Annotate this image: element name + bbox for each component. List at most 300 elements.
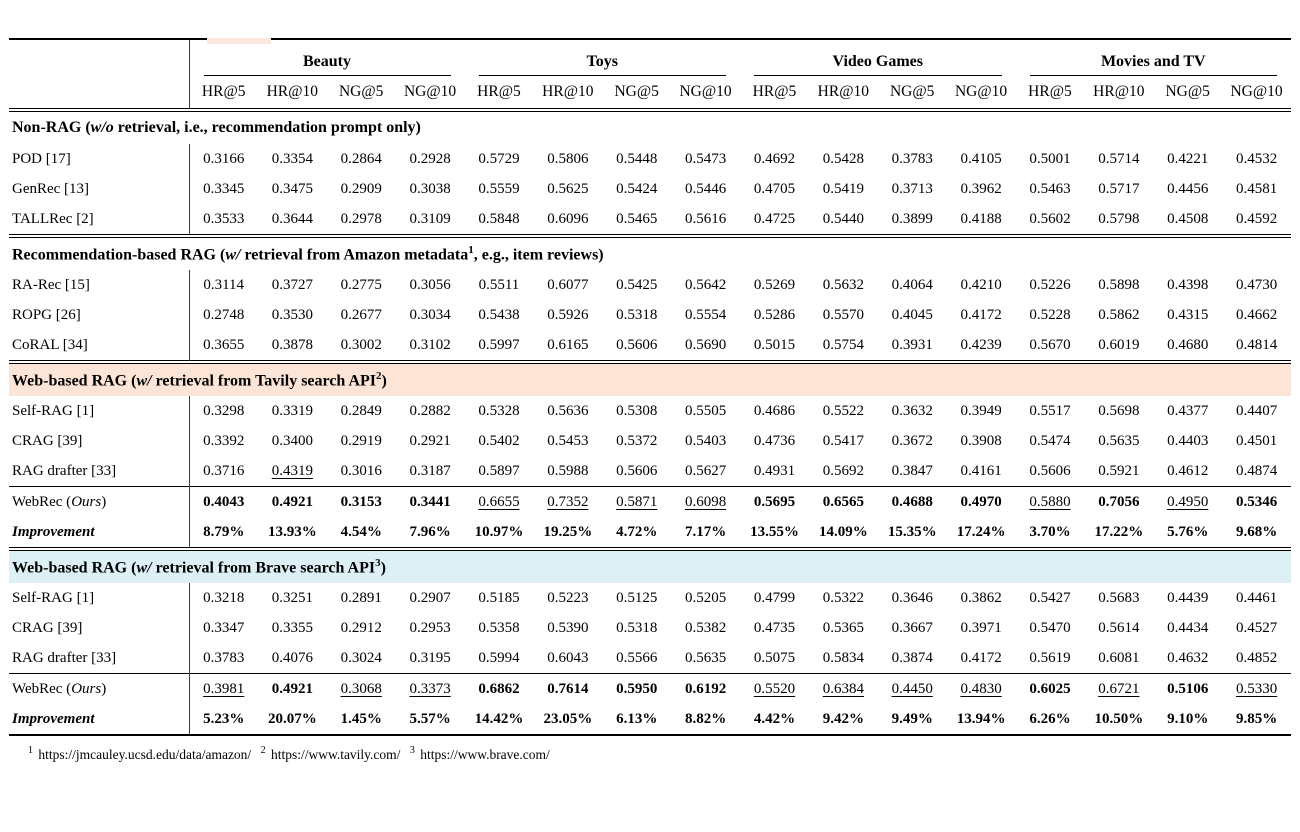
metric-value: 19.25% <box>543 523 593 540</box>
metric-value: 0.3114 <box>189 270 258 300</box>
metric-value: 17.22% <box>1094 523 1144 540</box>
metric-value: 9.68% <box>1235 523 1278 540</box>
metric-value: 0.5438 <box>478 306 520 323</box>
metric-value: 0.5627 <box>684 462 727 479</box>
metric-value: 0.5365 <box>822 619 864 636</box>
metric-value: 0.5754 <box>822 336 864 353</box>
metric-value: 0.2882 <box>409 402 451 419</box>
metric-value: 0.4692 <box>753 150 796 167</box>
metric-value: 7.96% <box>409 523 451 540</box>
column-group-header: Movies and TV <box>1016 39 1292 76</box>
metric-value: 0.4736 <box>753 432 796 449</box>
metric-value: 0.5798 <box>1098 210 1140 227</box>
metric-value: 0.3373 <box>396 674 465 705</box>
metric-header: HR@5 <box>752 83 797 100</box>
metric-value: 0.5346 <box>1222 487 1291 518</box>
metric-value: 0.3530 <box>271 306 313 323</box>
metric-value: 0.3355 <box>271 619 313 636</box>
metric-value: 0.5566 <box>616 649 658 666</box>
metric-value: 0.2748 <box>189 300 258 330</box>
table-row <box>9 204 1291 235</box>
metric-header: NG@10 <box>403 83 457 100</box>
metric-header: HR@5 <box>1028 83 1072 100</box>
metric-value: 0.4874 <box>1235 462 1278 479</box>
metric-value: 10.50% <box>1094 710 1144 727</box>
metric-value: 0.2891 <box>340 589 382 606</box>
metric-value: 0.6165 <box>547 336 589 353</box>
metric-value: 0.5308 <box>616 402 658 419</box>
metric-value: 0.4210 <box>960 276 1002 293</box>
metric-value: 0.5440 <box>822 210 864 227</box>
metric-value: 0.3109 <box>409 210 451 227</box>
metric-value: 6.13% <box>616 710 658 727</box>
metric-value: 0.2907 <box>409 589 451 606</box>
metric-value: 0.5926 <box>547 306 589 323</box>
metric-value: 0.4830 <box>947 674 1016 705</box>
metric-value: 0.5328 <box>478 402 520 419</box>
table-row <box>9 330 1291 361</box>
metric-header: HR@5 <box>189 76 258 109</box>
method-label: GenRec [13] <box>12 180 90 197</box>
metric-value: 0.3153 <box>327 487 396 518</box>
metric-value: 0.3345 <box>189 174 258 204</box>
method-label: RAG drafter [33] <box>12 462 117 479</box>
metric-value: 0.5692 <box>822 462 864 479</box>
metric-header: HR@10 <box>817 83 869 100</box>
metric-value: 0.3400 <box>271 432 313 449</box>
metric-value: 0.5898 <box>1098 276 1140 293</box>
metric-value: 0.3646 <box>891 589 933 606</box>
metric-value: 20.07% <box>267 710 317 727</box>
footnote: $^3$ https://www.brave.com/ <box>409 745 550 762</box>
metric-header: HR@5 <box>477 83 521 100</box>
metric-value: 0.3319 <box>271 402 313 419</box>
metric-value: 0.3962 <box>960 180 1002 197</box>
metric-value: 0.5185 <box>478 589 520 606</box>
metric-value: 5.76% <box>1167 523 1209 540</box>
metric-value: 0.5997 <box>478 336 520 353</box>
method-label: Self-RAG [1] <box>12 402 95 419</box>
metric-value: 0.4632 <box>1167 649 1209 666</box>
metric-value: 0.3441 <box>396 487 465 518</box>
metric-value: 0.4612 <box>1167 462 1209 479</box>
metric-value: 0.4239 <box>960 336 1002 353</box>
metric-value: 0.4450 <box>878 674 947 705</box>
metric-value: 0.2864 <box>340 150 382 167</box>
metric-value: 0.5602 <box>1029 210 1071 227</box>
metric-value: 0.6384 <box>809 674 878 705</box>
metric-value: 0.2909 <box>340 180 382 197</box>
metric-value: 0.3195 <box>409 649 451 666</box>
metric-header: NG@5 <box>614 83 659 100</box>
metric-value: 0.4735 <box>753 619 796 636</box>
metric-value: 0.5570 <box>822 306 864 323</box>
metric-value: 0.6565 <box>809 487 878 518</box>
metric-value: 13.55% <box>750 523 799 540</box>
metric-value: 0.5554 <box>684 306 727 323</box>
metric-header: HR@10 <box>542 83 594 100</box>
metric-value: 0.4403 <box>1167 432 1209 449</box>
table-row <box>9 300 1291 330</box>
method-label: POD [17] <box>12 150 71 167</box>
metric-value: 0.4581 <box>1235 180 1278 197</box>
metric-value: 0.3016 <box>340 462 382 479</box>
metric-value: 0.5505 <box>684 402 727 419</box>
metric-header-row <box>9 76 1291 109</box>
metric-value: 17.24% <box>956 523 1006 540</box>
metric-value: 0.5950 <box>602 674 671 705</box>
metric-header: NG@10 <box>1230 83 1283 100</box>
metric-value: 0.5606 <box>616 336 658 353</box>
metric-value: 0.5848 <box>478 210 520 227</box>
metric-value: 0.3716 <box>189 456 258 487</box>
metric-value: 9.42% <box>822 710 864 727</box>
cropped-highlight-fragment <box>207 38 271 44</box>
metric-value: 0.4662 <box>1235 306 1278 323</box>
metric-value: 0.5862 <box>1098 306 1140 323</box>
metric-value: 8.79% <box>189 517 258 548</box>
section-title: Non-RAG (w/o retrieval, i.e., recommendation prompt only) <box>12 119 421 136</box>
metric-value: 0.2928 <box>409 150 451 167</box>
metric-value: 0.5425 <box>616 276 658 293</box>
metric-value: 0.5897 <box>478 462 520 479</box>
metric-value: 0.4377 <box>1167 402 1209 419</box>
metric-value: 0.3949 <box>960 402 1002 419</box>
metric-value: 0.4501 <box>1235 432 1278 449</box>
metric-value: 0.5695 <box>740 487 809 518</box>
metric-value: 0.5632 <box>822 276 864 293</box>
metric-value: 9.49% <box>891 710 933 727</box>
metric-value: 23.05% <box>543 710 593 727</box>
metric-value: 8.82% <box>684 710 727 727</box>
table-row <box>9 613 1291 643</box>
metric-header: NG@10 <box>954 83 1008 100</box>
metric-value: 0.3475 <box>271 180 313 197</box>
metric-value: 0.5322 <box>822 589 864 606</box>
metric-value: 0.3347 <box>189 613 258 643</box>
metric-value: 0.5125 <box>616 589 658 606</box>
metric-value: 0.4076 <box>271 649 313 666</box>
metric-value: 0.5470 <box>1029 619 1071 636</box>
metric-value: 0.5614 <box>1098 619 1140 636</box>
metric-value: 0.4970 <box>947 487 1016 518</box>
metric-value: 0.5465 <box>616 210 658 227</box>
metric-value: 0.5390 <box>547 619 589 636</box>
metric-value: 0.3672 <box>891 432 933 449</box>
metric-value: 0.6721 <box>1084 674 1153 705</box>
metric-header: NG@5 <box>889 83 935 100</box>
metric-value: 9.85% <box>1235 710 1278 727</box>
section-title-row-web-tavily <box>9 364 1291 397</box>
table-row <box>9 704 1291 735</box>
metric-value: 0.3899 <box>891 210 933 227</box>
metric-value: 4.72% <box>616 523 658 540</box>
metric-value: 0.3783 <box>891 150 933 167</box>
metric-value: 0.5690 <box>684 336 727 353</box>
method-label: CRAG [39] <box>12 619 83 636</box>
metric-value: 0.5921 <box>1098 462 1140 479</box>
metric-value: 0.6655 <box>465 487 534 518</box>
column-group-header: Toys <box>465 39 741 76</box>
metric-value: 0.4064 <box>891 276 933 293</box>
metric-value: 0.3068 <box>327 674 396 705</box>
metric-value: 0.5625 <box>547 180 589 197</box>
metric-value: 0.5880 <box>1016 487 1085 518</box>
method-label: WebRec (Ours) <box>9 487 189 518</box>
metric-value: 0.3024 <box>340 649 382 666</box>
metric-value: 0.3251 <box>271 589 313 606</box>
metric-value: 4.42% <box>753 710 796 727</box>
metric-value: 0.5403 <box>684 432 727 449</box>
metric-value: 0.5698 <box>1098 402 1140 419</box>
metric-value: 0.3298 <box>189 396 258 426</box>
column-group-header: Video Games <box>740 39 1016 76</box>
metric-value: 7.17% <box>684 523 727 540</box>
metric-value: 0.5382 <box>684 619 727 636</box>
metric-value: 6.26% <box>1029 710 1071 727</box>
metric-value: 0.5834 <box>822 649 864 666</box>
metric-value: 0.4705 <box>753 180 796 197</box>
metric-value: 0.5453 <box>547 432 589 449</box>
metric-value: 0.4532 <box>1235 150 1278 167</box>
metric-value: 0.4921 <box>258 674 327 705</box>
metric-value: 0.5642 <box>684 276 727 293</box>
metric-value: 0.3783 <box>189 643 258 674</box>
metric-value: 0.5228 <box>1029 306 1071 323</box>
table-row <box>9 174 1291 204</box>
metric-value: 0.4688 <box>878 487 947 518</box>
table-row <box>9 583 1291 613</box>
metric-value: 0.5517 <box>1029 402 1071 419</box>
metric-value: 5.23% <box>189 704 258 735</box>
metric-value: 3.70% <box>1029 523 1071 540</box>
method-label: RA-Rec [15] <box>12 276 90 293</box>
metric-value: 0.4161 <box>960 462 1002 479</box>
metric-value: 0.5474 <box>1029 432 1071 449</box>
metric-value: 0.5670 <box>1029 336 1071 353</box>
table-row <box>9 426 1291 456</box>
metric-value: 0.5446 <box>684 180 727 197</box>
metric-value: 0.4315 <box>1167 306 1209 323</box>
metric-value: 0.5473 <box>684 150 727 167</box>
metric-value: 0.6096 <box>547 210 589 227</box>
method-label: WebRec (Ours) <box>9 674 189 705</box>
metric-value: 0.5428 <box>822 150 864 167</box>
metric-value: 0.5683 <box>1098 589 1140 606</box>
metric-value: 0.4456 <box>1167 180 1209 197</box>
metric-value: 0.5606 <box>616 462 658 479</box>
section-title-row-non-rag <box>9 112 1291 145</box>
metric-value: 0.6081 <box>1098 649 1140 666</box>
metric-value: 0.3655 <box>189 330 258 361</box>
metric-value: 0.5269 <box>753 276 796 293</box>
metric-value: 0.2849 <box>340 402 382 419</box>
metric-value: 0.5427 <box>1029 589 1071 606</box>
metric-value: 0.5205 <box>684 589 727 606</box>
metric-value: 0.3354 <box>271 150 313 167</box>
metric-value: 0.5717 <box>1098 180 1140 197</box>
metric-value: 0.4592 <box>1235 210 1278 227</box>
metric-value: 0.4527 <box>1235 619 1278 636</box>
metric-value: 0.2677 <box>340 306 382 323</box>
metric-value: 9.10% <box>1167 710 1209 727</box>
metric-value: 0.5636 <box>547 402 589 419</box>
metric-value: 0.7614 <box>533 674 602 705</box>
metric-value: 0.3874 <box>891 649 933 666</box>
results-table <box>9 38 1291 736</box>
metric-value: 0.6862 <box>465 674 534 705</box>
metric-value: 0.4439 <box>1167 589 1209 606</box>
metric-value: 13.94% <box>956 710 1006 727</box>
section-title-row-rec-rag <box>9 238 1291 271</box>
metric-value: 0.4725 <box>753 210 796 227</box>
metric-value: 0.5714 <box>1098 150 1140 167</box>
metric-value: 0.3878 <box>271 336 313 353</box>
table-row <box>9 144 1291 174</box>
metric-header: NG@5 <box>1165 83 1210 100</box>
method-label: TALLRec [2] <box>12 210 94 227</box>
method-label: RAG drafter [33] <box>12 649 117 666</box>
metric-value: 0.5417 <box>822 432 864 449</box>
metric-header: HR@10 <box>266 83 318 100</box>
metric-value: 0.4921 <box>258 487 327 518</box>
metric-value: 0.6098 <box>671 487 740 518</box>
metric-value: 0.7056 <box>1084 487 1153 518</box>
table-bottom-rule <box>9 735 1291 736</box>
metric-value: 0.5994 <box>478 649 520 666</box>
metric-value: 0.3102 <box>409 336 451 353</box>
metric-value: 0.3931 <box>891 336 933 353</box>
metric-value: 0.5463 <box>1029 180 1071 197</box>
metric-value: 0.2775 <box>340 276 382 293</box>
metric-value: 0.6025 <box>1016 674 1085 705</box>
metric-value: 0.3002 <box>340 336 382 353</box>
section-title-row-web-brave <box>9 551 1291 584</box>
metric-value: 0.3713 <box>891 180 933 197</box>
metric-value: 10.97% <box>474 523 524 540</box>
metric-value: 0.5075 <box>753 649 796 666</box>
metric-value: 0.2921 <box>409 432 451 449</box>
metric-value: 0.3644 <box>271 210 313 227</box>
metric-value: 0.5106 <box>1153 674 1222 705</box>
metric-value: 0.4105 <box>960 150 1002 167</box>
metric-value: 0.5286 <box>753 306 796 323</box>
section-title: Recommendation-based RAG (w/ retrieval from Amazon metadata$^1$, e.g., item reviews) <box>12 243 604 264</box>
metric-header: HR@10 <box>1093 83 1145 100</box>
column-group-header-row <box>9 39 1291 76</box>
metric-value: 1.45% <box>340 710 382 727</box>
metric-value: 15.35% <box>887 523 937 540</box>
metric-value: 0.2919 <box>340 432 382 449</box>
metric-value: 0.5635 <box>684 649 727 666</box>
metric-value: 0.5223 <box>547 589 589 606</box>
table-row <box>9 674 1291 705</box>
metric-value: 0.6043 <box>547 649 589 666</box>
metric-value: 0.3862 <box>960 589 1002 606</box>
metric-value: 14.42% <box>474 710 524 727</box>
metric-value: 0.5448 <box>616 150 658 167</box>
metric-value: 0.5988 <box>547 462 589 479</box>
table-row <box>9 643 1291 674</box>
metric-value: 0.3187 <box>409 462 451 479</box>
table-row <box>9 456 1291 487</box>
metric-header: NG@10 <box>679 83 732 100</box>
metric-value: 0.2978 <box>340 210 382 227</box>
table-row <box>9 487 1291 518</box>
metric-value: 0.5520 <box>740 674 809 705</box>
metric-value: 4.54% <box>340 523 382 540</box>
section-title: Web-based RAG (w/ retrieval from Brave search API$^3$) <box>9 551 1291 584</box>
metric-value: 0.6192 <box>671 674 740 705</box>
metric-value: 0.5372 <box>616 432 658 449</box>
metric-value: 0.4799 <box>753 589 796 606</box>
metric-value: 0.5419 <box>822 180 864 197</box>
metric-value: 0.4852 <box>1235 649 1278 666</box>
corner-cell <box>9 39 189 76</box>
metric-value: 14.09% <box>818 523 868 540</box>
method-label: ROPG [26] <box>12 306 81 323</box>
metric-value: 0.5806 <box>547 150 589 167</box>
metric-value: 0.3056 <box>409 276 451 293</box>
metric-value: 0.4221 <box>1167 150 1209 167</box>
metric-value: 0.5511 <box>478 276 520 293</box>
method-label: Self-RAG [1] <box>12 589 95 606</box>
metric-value: 0.4508 <box>1167 210 1209 227</box>
metric-value: 0.3533 <box>189 204 258 235</box>
metric-value: 0.3034 <box>409 306 451 323</box>
metric-value: 0.5424 <box>616 180 658 197</box>
metric-header: NG@5 <box>338 83 384 100</box>
metric-value: 0.5226 <box>1029 276 1071 293</box>
metric-value: 0.5015 <box>753 336 796 353</box>
metric-value: 0.2953 <box>409 619 451 636</box>
metric-value: 0.5619 <box>1029 649 1071 666</box>
method-label: Improvement <box>12 710 95 727</box>
metric-value: 0.6077 <box>547 276 589 293</box>
metric-value: 0.4319 <box>271 462 313 479</box>
metric-value: 0.5358 <box>478 619 520 636</box>
table-row <box>9 270 1291 300</box>
metric-value: 0.4680 <box>1167 336 1209 353</box>
metric-value: 0.4045 <box>891 306 933 323</box>
metric-value: 0.4686 <box>753 402 796 419</box>
footnote: $^1$ https://jmcauley.ucsd.edu/data/amazon/ <box>28 745 252 762</box>
metric-value: 0.7352 <box>533 487 602 518</box>
metric-value: 0.4814 <box>1235 336 1278 353</box>
column-group-header: Beauty <box>189 39 465 76</box>
metric-value: 0.4172 <box>960 649 1002 666</box>
metric-value: 0.4407 <box>1235 402 1278 419</box>
metric-value: 0.3908 <box>960 432 1002 449</box>
metric-value: 0.4043 <box>189 487 258 518</box>
metric-value: 0.3727 <box>271 276 313 293</box>
method-label: CRAG [39] <box>12 432 83 449</box>
metric-value: 0.4461 <box>1235 589 1278 606</box>
metric-value: 0.5616 <box>684 210 727 227</box>
metric-value: 0.4950 <box>1153 487 1222 518</box>
method-label: CoRAL [34] <box>12 336 88 353</box>
table-row <box>9 396 1291 426</box>
metric-value: 0.2912 <box>340 619 382 636</box>
metric-value: 0.5559 <box>478 180 520 197</box>
metric-value: 0.5606 <box>1029 462 1071 479</box>
metric-value: 0.4398 <box>1167 276 1209 293</box>
metric-value: 0.3392 <box>189 426 258 456</box>
metric-value: 0.6019 <box>1098 336 1140 353</box>
metric-value: 0.4434 <box>1167 619 1209 636</box>
metric-value: 0.3667 <box>891 619 933 636</box>
metric-value: 0.4188 <box>960 210 1002 227</box>
